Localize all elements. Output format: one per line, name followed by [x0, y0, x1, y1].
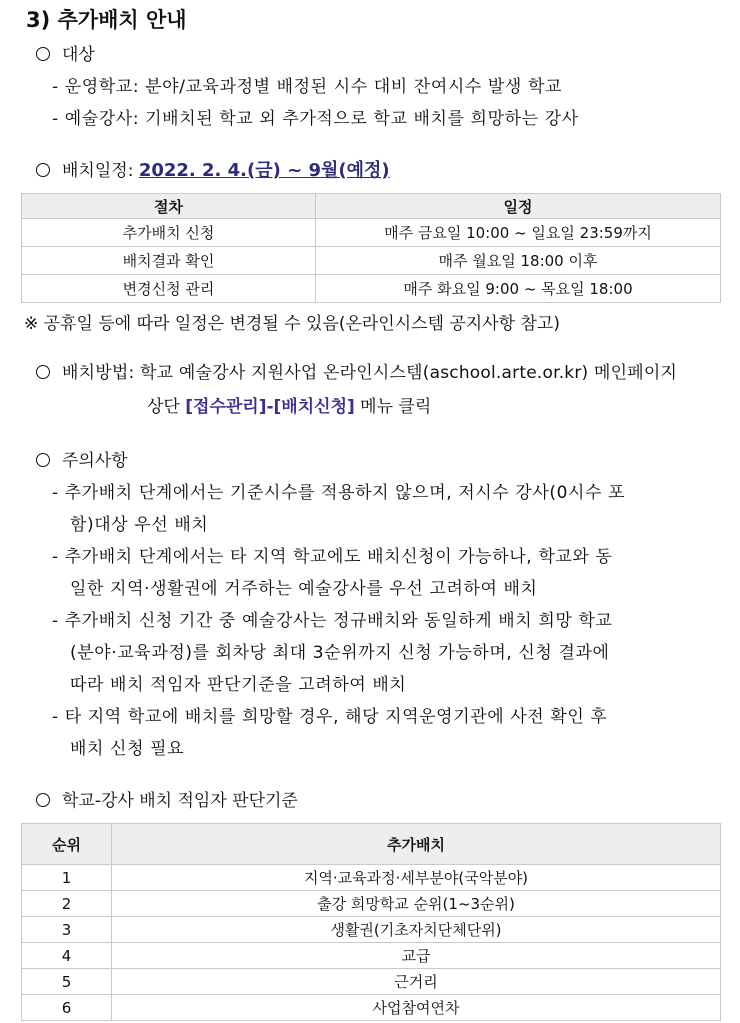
caution-line: (분야·교육과정)를 회차당 최대 3순위까지 신청 가능하며, 신청 결과에 — [70, 643, 610, 663]
table-header-cell: 절차 — [22, 194, 316, 219]
target-item: - 운영학교: 분야/교육과정별 배정된 시수 대비 잔여시수 발생 학교 — [52, 77, 562, 97]
caution-line: 배치 신청 필요 — [70, 739, 185, 759]
table-header-cell: 순위 — [22, 824, 112, 865]
table-cell: 교급 — [112, 943, 721, 969]
table-row — [22, 247, 721, 275]
caution-line: 일한 지역·생활권에 거주하는 예술강사를 우선 고려하여 배치 — [70, 579, 538, 599]
table-cell: 사업참여연차 — [112, 995, 721, 1021]
caution-line: - 추가배치 단계에서는 타 지역 학교에도 배치신청이 가능하나, 학교와 동 — [52, 547, 613, 567]
table-header-row — [22, 824, 721, 865]
table-header-cell: 추가배치 — [112, 824, 721, 865]
target-item: - 예술강사: 기배치된 학교 외 추가적으로 학교 배치를 희망하는 강사 — [52, 109, 579, 129]
table-cell: 1 — [22, 865, 112, 891]
table-row — [22, 275, 721, 303]
method-row — [36, 358, 677, 383]
circle-bullet-icon — [36, 793, 50, 807]
schedule-table — [21, 193, 721, 303]
target-heading-row — [36, 40, 95, 65]
table-row — [22, 969, 721, 995]
table-row — [22, 865, 721, 891]
target-heading: 대상 — [62, 45, 95, 65]
schedule-date: 2022. 2. 4.(금) ~ 9월(예정) — [138, 160, 390, 181]
table-cell: 4 — [22, 943, 112, 969]
criteria-heading: 학교-강사 배치 적임자 판단기준 — [62, 791, 298, 811]
table-cell: 근거리 — [112, 969, 721, 995]
circle-bullet-icon — [36, 163, 50, 177]
caution-line: - 추가배치 단계에서는 기준시수를 적용하지 않으며, 저시수 강사(0시수 포 — [52, 483, 626, 503]
table-row — [22, 219, 721, 247]
table-cell: 변경신청 관리 — [22, 275, 316, 303]
table-row — [22, 891, 721, 917]
schedule-heading-row — [36, 156, 390, 182]
table-cell: 매주 월요일 18:00 이후 — [316, 247, 721, 275]
caution-line: 따라 배치 적임자 판단기준을 고려하여 배치 — [70, 675, 407, 695]
caution-line: - 타 지역 학교에 배치를 희망할 경우, 해당 지역운영기관에 사전 확인 후 — [52, 707, 608, 727]
section-title: 3) 추가배치 안내 — [26, 8, 187, 32]
criteria-heading-row — [36, 786, 298, 811]
table-cell: 출강 희망학교 순위(1~3순위) — [112, 891, 721, 917]
table-row — [22, 943, 721, 969]
table-cell: 매주 화요일 9:00 ~ 목요일 18:00 — [316, 275, 721, 303]
schedule-note: ※ 공휴일 등에 따라 일정은 변경될 수 있음(온라인시스템 공지사항 참고) — [24, 314, 560, 334]
table-header-cell: 일정 — [316, 194, 721, 219]
circle-bullet-icon — [36, 47, 50, 61]
table-cell: 5 — [22, 969, 112, 995]
circle-bullet-icon — [36, 453, 50, 467]
table-cell: 지역·교육과정·세부분야(국악분야) — [112, 865, 721, 891]
cautions-heading-row — [36, 446, 128, 471]
table-cell: 6 — [22, 995, 112, 1021]
caution-line: 함)대상 우선 배치 — [70, 515, 209, 535]
method-row-2 — [147, 392, 431, 417]
menu-path-link: [접수관리]-[배치신청] — [185, 397, 355, 417]
circle-bullet-icon — [36, 365, 50, 379]
method-line: 배치방법: 학교 예술강사 지원사업 온라인시스템(aschool.arte.or.kr) 메인페이지 — [62, 363, 678, 383]
table-cell: 배치결과 확인 — [22, 247, 316, 275]
method-suffix: 메뉴 클릭 — [354, 397, 432, 417]
schedule-label: 배치일정: — [62, 161, 139, 181]
table-row — [22, 995, 721, 1021]
table-header-row — [22, 194, 721, 219]
method-prefix: 상단 — [147, 397, 186, 417]
table-cell: 매주 금요일 10:00 ~ 일요일 23:59까지 — [316, 219, 721, 247]
caution-line: - 추가배치 신청 기간 중 예술강사는 정규배치와 동일하게 배치 희망 학교 — [52, 611, 613, 631]
table-cell: 3 — [22, 917, 112, 943]
table-row — [22, 917, 721, 943]
table-cell: 생활권(기초자치단체단위) — [112, 917, 721, 943]
table-cell: 2 — [22, 891, 112, 917]
table-cell: 추가배치 신청 — [22, 219, 316, 247]
criteria-table — [21, 823, 721, 1021]
cautions-heading: 주의사항 — [62, 451, 128, 471]
